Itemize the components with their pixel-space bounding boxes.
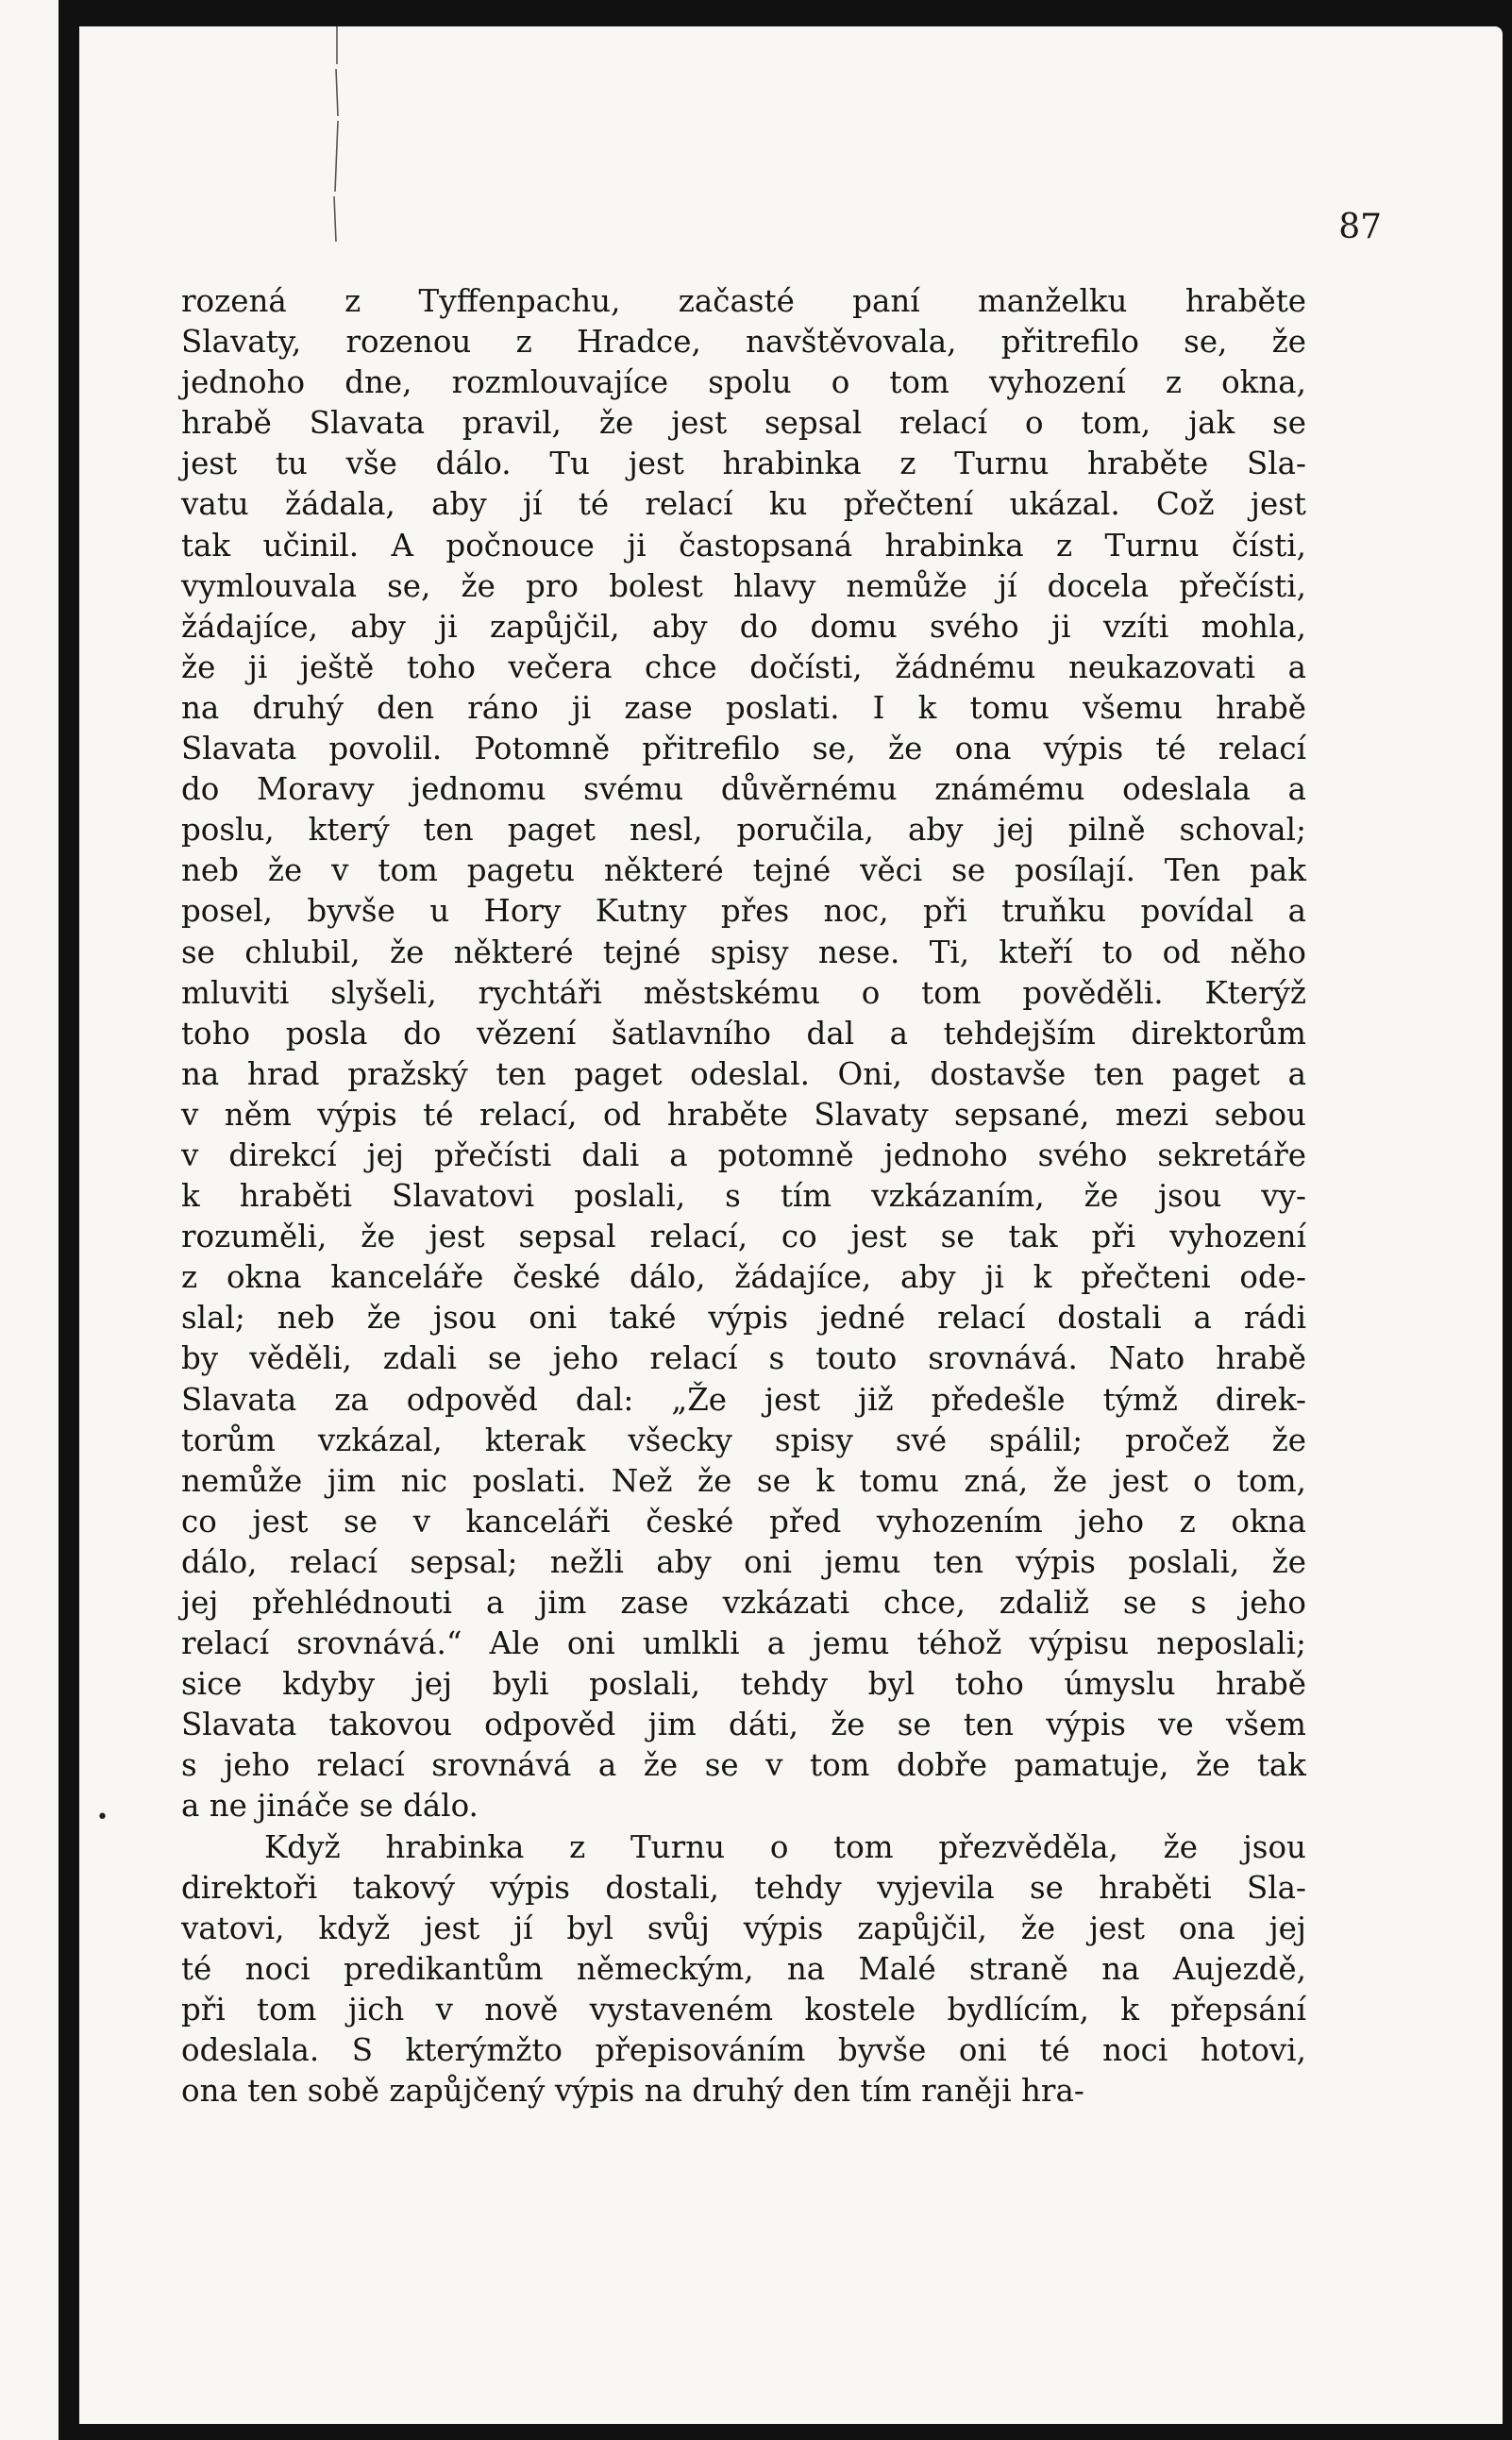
book-page (79, 26, 1503, 2424)
text-line: Slavaty, rozenou z Hradce, navštěvovala, přitrefilo se, že (181, 324, 1306, 361)
text-line: do Moravy jednomu svému důvěrnému známému odeslala a (181, 771, 1306, 808)
text-line: s jeho relací srovnává a že se v tom dobře pamatuje, že tak (181, 1747, 1306, 1784)
text-line: v něm výpis té relací, od hraběte Slavaty sepsané, mezi sebou (181, 1096, 1306, 1133)
text-line: hrabě Slavata pravil, že jest sepsal relací o tom, jak se (181, 405, 1306, 442)
page-number: 87 (1338, 208, 1382, 246)
text-line: Slavata povolil. Potomně přitrefilo se, že ona výpis té relací (181, 731, 1306, 767)
text-line: dálo, relací sepsal; nežli aby oni jemu ten výpis poslali, že (181, 1543, 1306, 1580)
adjacent-page-edge (0, 0, 59, 2440)
text-line: na hrad pražský ten paget odeslal. Oni, dostavše ten paget a (181, 1055, 1306, 1092)
paragraph (181, 1827, 1306, 2112)
paragraph (181, 281, 1306, 1827)
text-line: co jest se v kanceláři české před vyhozením jeho z okna (181, 1503, 1306, 1540)
text-line: sice kdyby jej byli poslali, tehdy byl toho úmyslu hrabě (181, 1666, 1306, 1703)
text-line: k hraběti Slavatovi poslali, s tím vzkázaním, že jsou vy- (181, 1178, 1306, 1215)
text-line: na druhý den ráno ji zase poslati. I k tomu všemu hrabě (181, 689, 1306, 726)
text-line: žádajíce, aby ji zapůjčil, aby do domu svého ji vzíti mohla, (181, 608, 1306, 645)
text-line: vatovi, když jest jí byl svůj výpis zapůjčil, že jest ona jej (181, 1910, 1306, 1946)
text-line: odeslala. S kterýmžto přepisováním byvše oni té noci hotovi, (181, 2032, 1306, 2069)
pencil-mark (332, 26, 342, 244)
text-line: neb že v tom pagetu některé tejné věci se posílají. Ten pak (181, 852, 1306, 889)
text-line: vymlouvala se, že pro bolest hlavy nemůže jí docela přečísti, (181, 567, 1306, 604)
text-line: že ji ještě toho večera chce dočísti, žádnému neukazovati a (181, 648, 1306, 685)
text-line: v direkcí jej přečísti dali a potomně jednoho svého sekretáře (181, 1136, 1306, 1173)
text-line: Když hrabinka z Turnu o tom přezvěděla, že jsou (264, 1828, 1306, 1865)
margin-dot: • (96, 1806, 109, 1829)
text-line: tak učinil. A počnouce ji častopsaná hrabinka z Turnu čísti, (181, 527, 1306, 564)
text-line: mluviti slyšeli, rychtáři městskému o tom pověděli. Kterýž (181, 974, 1306, 1011)
text-line: jej přehlédnouti a jim zase vzkázati chce, zdaliž se s jeho (181, 1585, 1306, 1621)
body-text (181, 281, 1306, 2112)
text-line: vatu žádala, aby jí té relací ku přečtení ukázal. Což jest (181, 486, 1306, 523)
text-line: nemůže jim nic poslati. Než že se k tomu zná, že jest o tom, (181, 1462, 1306, 1499)
text-line: posel, byvše u Hory Kutny přes noc, při truňku povídal a (181, 893, 1306, 930)
text-line: toho posla do vězení šatlavního dal a tehdejším direktorům (181, 1015, 1306, 1052)
text-line: direktoři takový výpis dostali, tehdy vyjevila se hraběti Sla- (181, 1869, 1306, 1906)
text-line: relací srovnává.“ Ale oni umlkli a jemu téhož výpisu neposlali; (181, 1625, 1306, 1662)
text-line: Slavata takovou odpověd jim dáti, že se ten výpis ve všem (181, 1707, 1306, 1743)
text-line: se chlubil, že některé tejné spisy nese. Ti, kteří to od něho (181, 934, 1306, 970)
text-line: jest tu vše dálo. Tu jest hrabinka z Turnu hraběte Sla- (181, 446, 1306, 482)
text-line: a ne jináče se dálo. (181, 1788, 479, 1825)
text-line: poslu, který ten paget nesl, poručila, aby jej pilně schoval; (181, 812, 1306, 849)
text-line: Slavata za odpověd dal: „Že jest již předešle týmž direk- (181, 1381, 1306, 1418)
text-line: té noci predikantům německým, na Malé straně na Aujezdě, (181, 1950, 1306, 1987)
text-line: by věděli, zdali se jeho relací s touto srovnává. Nato hrabě (181, 1340, 1306, 1377)
text-line: torům vzkázal, kterak všecky spisy své spálil; pročež že (181, 1422, 1306, 1458)
text-line: rozuměli, že jest sepsal relací, co jest se tak při vyhození (181, 1219, 1306, 1255)
text-line: jednoho dne, rozmlouvajíce spolu o tom vyhození z okna, (181, 364, 1306, 401)
text-line: z okna kanceláře české dálo, žádajíce, aby ji k přečteni ode- (181, 1259, 1306, 1296)
text-line: slal; neb že jsou oni také výpis jedné relací dostali a rádi (181, 1300, 1306, 1337)
text-line: při tom jich v nově vystaveném kostele bydlícím, k přepsání (181, 1991, 1306, 2028)
text-line: rozená z Tyffenpachu, začasté paní manželku hraběte (181, 283, 1306, 319)
text-line: ona ten sobě zapůjčený výpis na druhý den tím raněji hra- (181, 2073, 1084, 2110)
